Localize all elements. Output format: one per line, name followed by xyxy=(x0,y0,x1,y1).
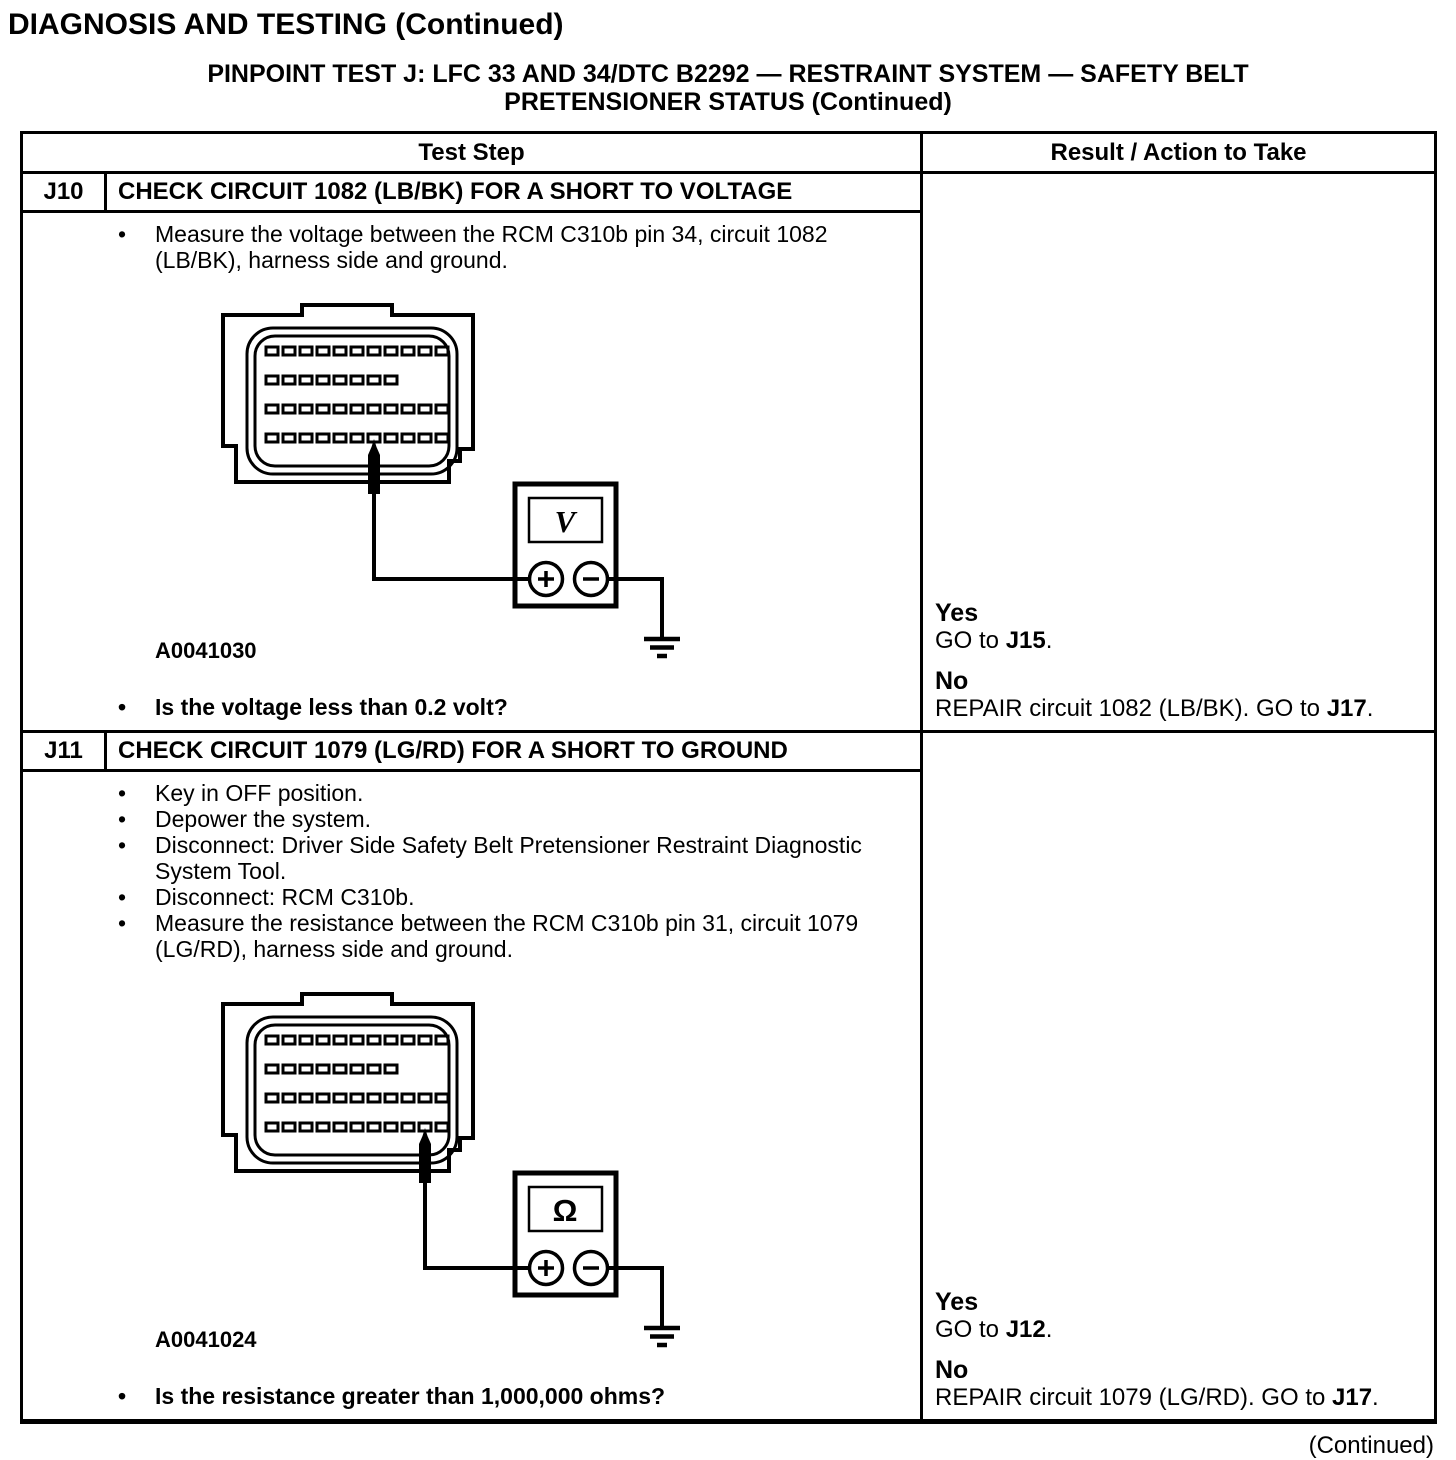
pin-grid-icon xyxy=(266,347,448,442)
question-item: • Is the voltage less than 0.2 volt? xyxy=(23,694,920,720)
pin-grid-icon xyxy=(266,1036,448,1131)
result-yes-label: Yes xyxy=(935,599,979,627)
result-no-label: No xyxy=(935,1356,969,1384)
step-id-j10: J10 xyxy=(23,174,107,210)
step-title-j10: CHECK CIRCUIT 1082 (LB/BK) FOR A SHORT TO VOLTAGE xyxy=(118,178,793,205)
step-title-j11: CHECK CIRCUIT 1079 (LG/RD) FOR A SHORT TO GROUND xyxy=(118,737,788,764)
result-yes-block xyxy=(935,600,1426,654)
result-no-action: REPAIR circuit 1079 (LG/RD). GO to J17. xyxy=(935,1384,1379,1411)
step-header-j11 xyxy=(23,733,920,772)
meter-display-symbol: V xyxy=(554,504,576,539)
ground-icon xyxy=(644,639,680,656)
result-no-block xyxy=(935,668,1426,722)
step-id-j11: J11 xyxy=(23,733,107,769)
probe-icon xyxy=(419,1128,431,1183)
service-manual-page xyxy=(0,8,1456,1460)
connector-ohmmeter-diagram xyxy=(209,987,683,1357)
connector-icon xyxy=(223,305,473,482)
connector-icon xyxy=(223,994,473,1171)
figure-j11 xyxy=(23,987,920,1357)
instruction-item: • Disconnect: Driver Side Safety Belt Pretensioner Restraint Diagnostic System Tool. xyxy=(23,832,920,884)
column-header-test-step: Test Step xyxy=(23,134,923,171)
result-no-label: No xyxy=(935,667,969,695)
go-to-target: J15 xyxy=(1005,627,1046,654)
connector-voltmeter-diagram xyxy=(209,298,683,668)
column-header-result-action: Result / Action to Take xyxy=(1050,139,1307,166)
multimeter-icon xyxy=(374,484,662,639)
result-no-action: REPAIR circuit 1082 (LB/BK). GO to J17. xyxy=(935,695,1374,722)
result-cell-j10 xyxy=(923,174,1434,730)
table-header-row xyxy=(23,134,1434,174)
go-to-target: J17 xyxy=(1332,1384,1373,1411)
step-header-j10 xyxy=(23,174,920,213)
instruction-item: • Depower the system. xyxy=(23,806,920,832)
result-yes-action: GO to J15. xyxy=(935,627,1053,654)
go-to-target: J12 xyxy=(1005,1316,1046,1343)
instruction-list-j10 xyxy=(23,221,920,273)
result-yes-label: Yes xyxy=(935,1288,979,1316)
probe-lead-wire xyxy=(374,491,530,579)
multimeter-icon xyxy=(425,1173,662,1328)
pinpoint-test-title: PINPOINT TEST J: LFC 33 AND 34/DTC B2292 — RESTRAINT SYSTEM — SAFETY BELT PRETENSIONER STATUS (Continued) xyxy=(207,60,1249,116)
result-yes-action: GO to J12. xyxy=(935,1316,1053,1343)
step-body-j10 xyxy=(23,213,920,730)
test-step-row-j11 xyxy=(23,730,1434,1419)
continued-note: (Continued) xyxy=(1308,1432,1434,1459)
test-step-cell-j11 xyxy=(23,733,923,1419)
plus-terminal-icon xyxy=(538,1260,554,1276)
instruction-item: • Key in OFF position. xyxy=(23,780,920,806)
figure-label-j11: A0041024 xyxy=(155,1327,257,1352)
ground-icon xyxy=(644,1328,680,1345)
meter-display-symbol: Ω xyxy=(552,1193,578,1228)
figure-j10 xyxy=(23,298,920,668)
result-cell-j11 xyxy=(923,733,1434,1419)
result-yes-block xyxy=(935,1289,1426,1343)
question-item: • Is the resistance greater than 1,000,000 ohms? xyxy=(23,1383,920,1409)
instruction-list-j11 xyxy=(23,780,920,962)
step-body-j11 xyxy=(23,772,920,1419)
question-list-j10 xyxy=(23,694,920,720)
test-step-cell-j10 xyxy=(23,174,923,730)
instruction-item: • Measure the voltage between the RCM C310b pin 34, circuit 1082 (LB/BK), harness side and ground. xyxy=(23,221,920,273)
go-to-target: J17 xyxy=(1326,695,1367,722)
test-step-row-j10 xyxy=(23,174,1434,730)
pinpoint-test-table xyxy=(20,131,1437,1424)
instruction-item: • Measure the resistance between the RCM C310b pin 31, circuit 1079 (LG/RD), harness side and ground. xyxy=(23,910,920,962)
figure-label-j10: A0041030 xyxy=(155,638,257,663)
question-list-j11 xyxy=(23,1383,920,1409)
plus-terminal-icon xyxy=(538,571,554,587)
probe-icon xyxy=(368,439,380,494)
page-title: DIAGNOSIS AND TESTING (Continued) xyxy=(8,8,564,41)
instruction-item: • Disconnect: RCM C310b. xyxy=(23,884,920,910)
result-no-block xyxy=(935,1357,1426,1411)
